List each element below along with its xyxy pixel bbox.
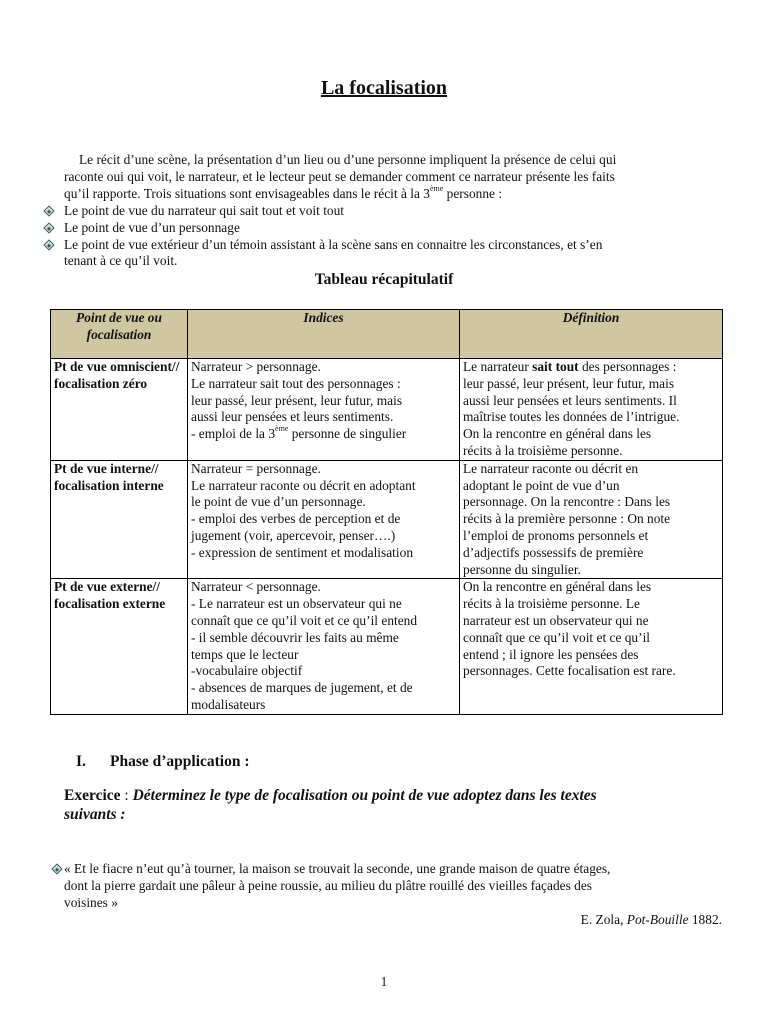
cell-line: On la rencontre en général dans les (463, 579, 652, 595)
intro-text: personne : (443, 185, 503, 201)
cell-line: Le narrateur raconte ou décrit en adoptant (191, 477, 416, 493)
cell-line: Le narrateur raconte ou décrit en (463, 460, 639, 476)
cell-line: - Le narrateur est un observateur qui ne (191, 596, 402, 612)
cell-line: On la rencontre en général dans les (463, 426, 652, 442)
section-title: Phase d’application : (110, 753, 250, 770)
intro-line: raconte oui qui voit, le narrateur, et le lecteur peut se demander comment ce narrateur présente les faits (64, 168, 615, 184)
cell-line: adoptant le point de vue d’un (463, 477, 620, 493)
cell-line: récits à la troisième personne. (463, 442, 623, 458)
diamond-bullet-icon (51, 863, 62, 874)
quote-source (581, 912, 722, 928)
cell-line: temps que le lecteur (191, 646, 299, 662)
page-title: La focalisation (320, 77, 448, 99)
cell-line: Narrateur = personnage. (191, 460, 321, 476)
column-header: Point de vue ou focalisation (51, 310, 188, 359)
list-item-line: tenant à ce qu’il voit. (64, 253, 178, 269)
cell-line: l’emploi de pronoms personnels et (463, 527, 649, 543)
definition-cell (460, 579, 723, 714)
definition-cell (460, 460, 723, 579)
exercise-separator: : (120, 787, 133, 804)
indices-cell (188, 579, 460, 714)
table-header-row (51, 310, 723, 359)
cell-line: jugement (voir, apercevoir, penser….) (191, 527, 396, 543)
cell-line: modalisateurs (191, 696, 266, 712)
cell-text: personne de singulier (288, 426, 407, 442)
indices-cell (188, 460, 460, 579)
list-item-line: Le point de vue extérieur d’un témoin assistant à la scène sans en connaitre les circonstances, et s’en (64, 236, 603, 252)
quote-text (64, 861, 730, 911)
cell-line: le point de vue d’un personnage. (191, 494, 366, 510)
indices-cell (188, 359, 460, 461)
diamond-bullet-icon (43, 239, 54, 250)
page-number: 1 (380, 974, 388, 989)
list-item-text: Le point de vue d’un personnage (64, 219, 240, 235)
cell-line: leur passé, leur présent, leur futur, mais (191, 392, 403, 408)
cell-line: Narrateur < personnage. (191, 579, 321, 595)
section-number: I. (76, 753, 86, 770)
focalisation-type-cell: Pt de vue interne// focalisation interne (51, 460, 188, 579)
exercise-label: Exercice (64, 787, 121, 804)
cell-text: Le narrateur (463, 359, 533, 374)
exercise-text: Déterminez le type de focalisation ou point de vue adoptez dans les textes (132, 787, 597, 804)
list-item-text: Le point de vue du narrateur qui sait tout et voit tout (64, 203, 345, 218)
table-title: Tableau récapitulatif (314, 271, 454, 288)
intro-paragraph (64, 152, 714, 202)
cell-line: aussi leur pensées et leurs sentiments. Il (463, 392, 677, 408)
cell-line: - absences de marques de jugement, et de (191, 680, 413, 696)
cell-line: connaît que ce qu’il voit et ce qu’il (463, 629, 651, 645)
cell-line: Le narrateur sait tout des personnages : (191, 375, 401, 391)
quote-line: « Et le fiacre n’eut qu’à tourner, la maison se trouvait la seconde, une grande maison de quatre étages, (64, 861, 611, 876)
quote-line: dont la pierre gardait une pâleur à peine roussie, au milieu du plâtre rouillé des vieilles façades des (64, 877, 592, 893)
section-heading (76, 753, 250, 771)
cell-text: - emploi de la 3 (191, 426, 276, 442)
cell-line: maîtrise toutes les données de l’intrigue. (463, 409, 680, 425)
intro-line: Le récit d’une scène, la présentation d’un lieu ou d’une personne impliquent la présence de celui qui (79, 152, 617, 167)
superscript: ème (429, 183, 444, 193)
intro-line (64, 183, 714, 203)
cell-line: Narrateur > personnage. (191, 359, 321, 374)
focalisation-type-cell: Pt de vue externe// focalisation externe (51, 579, 188, 714)
table-row (51, 460, 723, 579)
definition-cell (460, 359, 723, 461)
exercise-text: suivants : (64, 806, 126, 823)
column-header: Définition (460, 310, 723, 359)
source-year: 1882. (688, 912, 722, 927)
intro-text: qu’il rapporte. Trois situations sont envisageables dans le récit à la 3 (64, 185, 430, 201)
cell-line (191, 426, 456, 443)
cell-line: personnage. On la rencontre : Dans les (463, 494, 671, 510)
cell-line: récits à la troisième personne. Le (463, 596, 640, 612)
cell-line: d’adjectifs possessifs de première (463, 544, 644, 560)
focalisation-type-cell: Pt de vue omniscient// focalisation zéro (51, 359, 188, 461)
source-work: Pot-Bouille (626, 912, 689, 927)
cell-line (463, 359, 719, 376)
summary-table (50, 309, 723, 715)
cell-line: connaît que ce qu’il voit et ce qu’il entend (191, 612, 418, 628)
cell-text: des personnages : (578, 359, 677, 374)
superscript: ème (275, 424, 289, 434)
cell-line: récits à la première personne : On note (463, 511, 671, 527)
exercise-instruction (64, 786, 734, 824)
cell-line: - emploi des verbes de perception et de (191, 511, 401, 527)
column-header: Indices (188, 310, 460, 359)
diamond-bullet-icon (43, 222, 54, 233)
cell-line: -vocabulaire objectif (191, 663, 303, 679)
quote-line: voisines » (64, 894, 118, 910)
cell-line: personnages. Cette focalisation est rare. (463, 663, 676, 679)
diamond-bullet-icon (43, 205, 54, 216)
cell-line: personne du singulier. (463, 561, 581, 577)
cell-line: leur passé, leur présent, leur futur, mais (463, 375, 675, 391)
cell-line: entend ; il ignore les pensées des (463, 646, 639, 662)
table-row (51, 579, 723, 714)
table-row (51, 359, 723, 461)
cell-line: aussi leur pensées et leurs sentiments. (191, 409, 394, 425)
list-item-text (64, 237, 722, 271)
cell-line: - il semble découvrir les faits au même (191, 629, 399, 645)
emphasis-text: sait tout (532, 359, 579, 374)
cell-line: - expression de sentiment et modalisation (191, 544, 414, 560)
source-author: E. Zola, (580, 912, 627, 927)
cell-line: narrateur est un observateur qui ne (463, 612, 649, 628)
